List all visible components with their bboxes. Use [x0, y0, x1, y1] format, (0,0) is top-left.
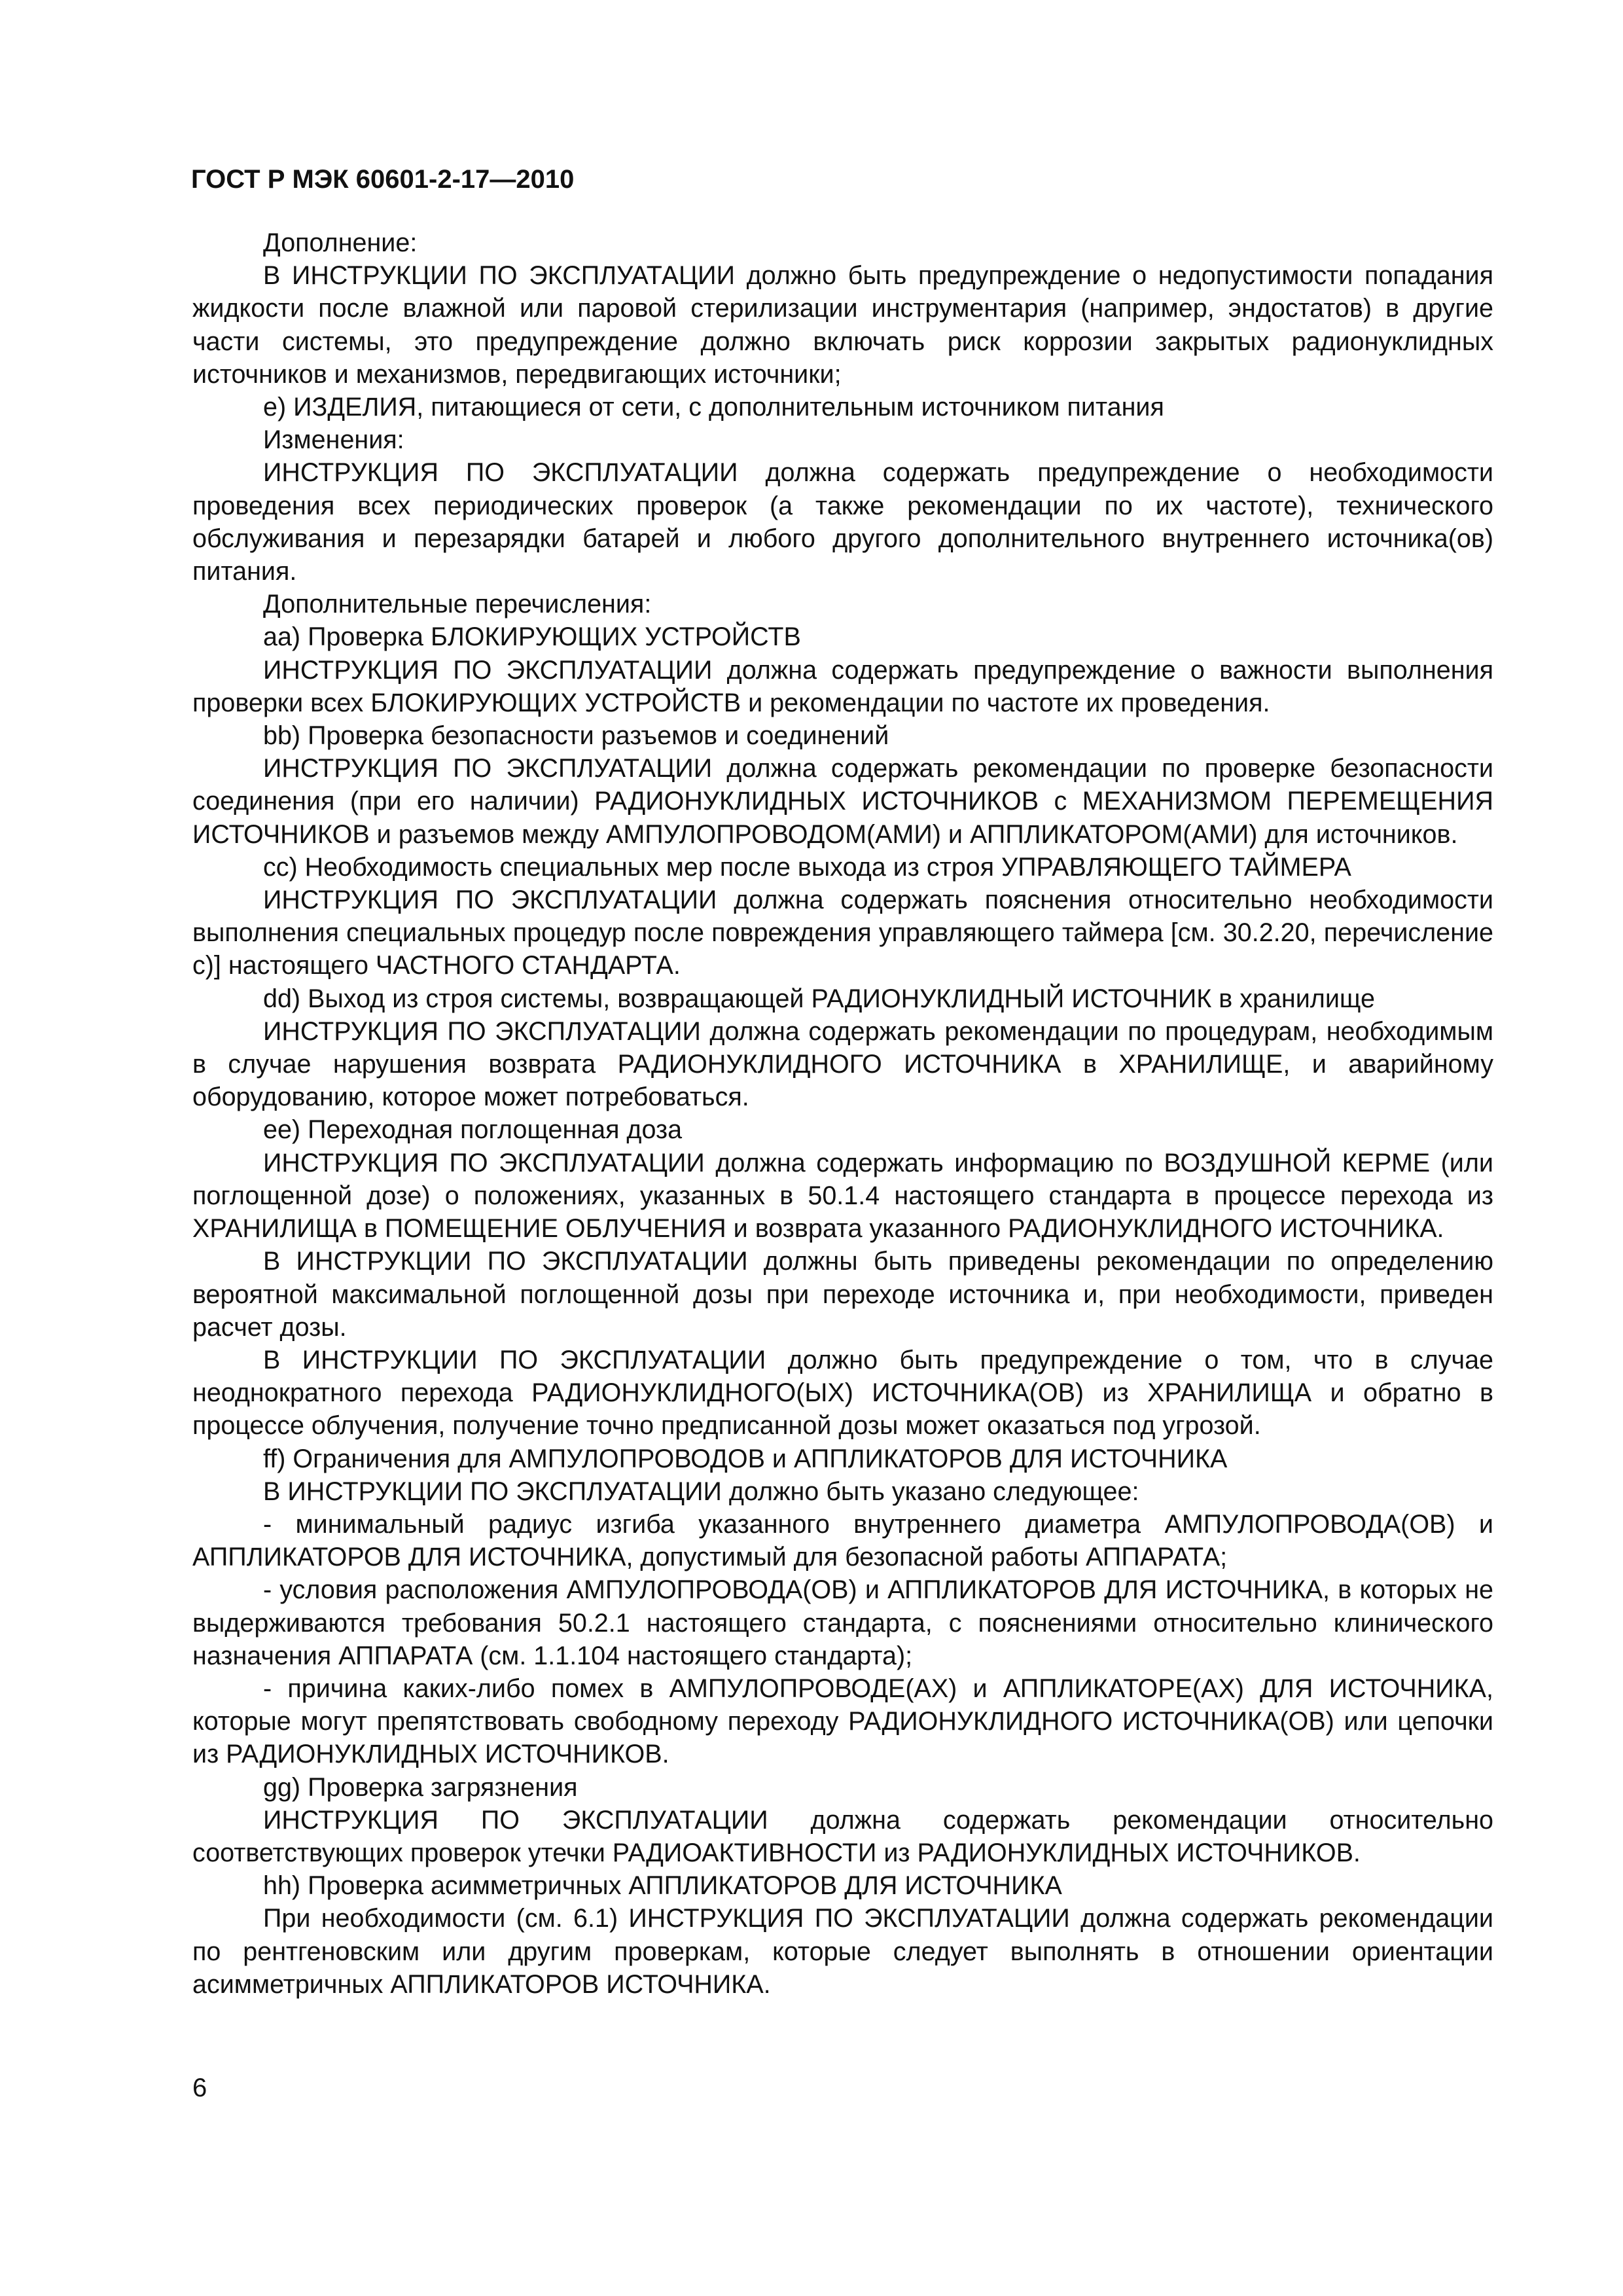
paragraph: В ИНСТРУКЦИИ ПО ЭКСПЛУАТАЦИИ должно быть предупреждение о недопустимости попадания жидкости после влажной или паровой стерилизации инструментария (например, эндостатов) в другие части системы, это предупреждение должно включать риск коррозии закрытых радионуклидных источников и механизмов, передвигающих источники;	[192, 261, 1493, 389]
paragraph: В ИНСТРУКЦИИ ПО ЭКСПЛУАТАЦИИ должно быть указано следующее:	[263, 1477, 1139, 1506]
paragraph: ИНСТРУКЦИЯ ПО ЭКСПЛУАТАЦИИ должна содержать пояснения относительно необходимости выполнения специальных процедур после повреждения управляющего таймера [см. 30.2.20, перечисление с)] настоящего ЧАСТНОГО СТАНДАРТА.	[192, 886, 1493, 980]
list-item-heading: hh) Проверка асимметричных АППЛИКАТОРОВ ДЛЯ ИСТОЧНИКА	[263, 1871, 1062, 1901]
paragraph: ИНСТРУКЦИЯ ПО ЭКСПЛУАТАЦИИ должна содержать предупреждение о важности выполнения проверки всех БЛОКИРУЮЩИХ УСТРОЙСТВ и рекомендации по частоте их проведения.	[192, 655, 1493, 717]
list-item-heading: сс) Необходимость специальных мер после выхода из строя УПРАВЛЯЮЩЕГО ТАЙМЕРА	[263, 852, 1351, 882]
document-body	[192, 226, 1493, 2001]
paragraph: - условия расположения АМПУЛОПРОВОДА(ОВ) и АППЛИКАТОРОВ ДЛЯ ИСТОЧНИКА, в которых не выдерживаются требования 50.2.1 настоящего стандарта, с пояснениями относительно клинического назначения АППАРАТА (см. 1.1.104 настоящего стандарта);	[192, 1575, 1493, 1670]
list-item-heading: аа) Проверка БЛОКИРУЮЩИХ УСТРОЙСТВ	[263, 622, 801, 652]
list-item-heading: е) ИЗДЕЛИЯ, питающиеся от сети, с дополнительным источником питания	[263, 393, 1164, 422]
document-header: ГОСТ Р МЭК 60601-2-17—2010	[191, 165, 575, 194]
list-item-heading: ее) Переходная поглощенная доза	[263, 1115, 683, 1145]
paragraph: ИНСТРУКЦИЯ ПО ЭКСПЛУАТАЦИИ должна содержать информацию по ВОЗДУШНОЙ КЕРМЕ (или поглощенной дозе) о положениях, указанных в 50.1.4 настоящего стандарта в процессе перехода из ХРАНИЛИЩА в ПОМЕЩЕНИЕ ОБЛУЧЕНИЯ и возврата указанного РАДИОНУКЛИДНОГО ИСТОЧНИКА.	[192, 1148, 1493, 1244]
section-label: Изменения:	[263, 425, 404, 455]
list-item-heading: bb) Проверка безопасности разъемов и соединений	[263, 721, 889, 751]
list-item-heading: dd) Выход из строя системы, возвращающей РАДИОНУКЛИДНЫЙ ИСТОЧНИК в хранилище	[263, 984, 1375, 1013]
paragraph: - минимальный радиус изгиба указанного внутреннего диаметра АМПУЛОПРОВОДА(ОВ) и АППЛИКАТОРОВ ДЛЯ ИСТОЧНИКА, допустимый для безопасной работы АППАРАТА;	[192, 1509, 1493, 1572]
paragraph: ИНСТРУКЦИЯ ПО ЭКСПЛУАТАЦИИ должна содержать рекомендации по процедурам, необходимым в случае нарушения возврата РАДИОНУКЛИДНОГО ИСТОЧНИКА в ХРАНИЛИЩЕ, и аварийному оборудованию, которое может потребоваться.	[192, 1016, 1493, 1112]
list-item-heading: gg) Проверка загрязнения	[263, 1772, 578, 1802]
section-label: Дополнение:	[263, 228, 418, 257]
section-label: Дополнительные перечисления:	[263, 590, 652, 619]
paragraph: ИНСТРУКЦИЯ ПО ЭКСПЛУАТАЦИИ должна содержать рекомендации по проверке безопасности соединения (при его наличии) РАДИОНУКЛИДНЫХ ИСТОЧНИКОВ с МЕХАНИЗМОМ ПЕРЕМЕЩЕНИЯ ИСТОЧНИКОВ и разъемов между АМПУЛОПРОВОДОМ(АМИ) и АППЛИКАТОРОМ(АМИ) для источников.	[192, 754, 1493, 849]
paragraph: При необходимости (см. 6.1) ИНСТРУКЦИЯ ПО ЭКСПЛУАТАЦИИ должна содержать рекомендации по рентгеновским или другим проверкам, которые следует выполнять в отношении ориентации асимметричных АППЛИКАТОРОВ ИСТОЧНИКА.	[192, 1904, 1493, 1999]
paragraph: В ИНСТРУКЦИИ ПО ЭКСПЛУАТАЦИИ должно быть предупреждение о том, что в случае неоднократного перехода РАДИОНУКЛИДНОГО(ЫХ) ИСТОЧНИКА(ОВ) из ХРАНИЛИЩА и обратно в процессе облучения, получение точно предписанной дозы может оказаться под угрозой.	[192, 1345, 1493, 1441]
paragraph: ИНСТРУКЦИЯ ПО ЭКСПЛУАТАЦИИ должна содержать рекомендации относительно соответствующих проверок утечки РАДИОАКТИВНОСТИ из РАДИОНУКЛИДНЫХ ИСТОЧНИКОВ.	[192, 1805, 1493, 1867]
paragraph: - причина каких-либо помех в АМПУЛОПРОВОДЕ(АХ) и АППЛИКАТОРЕ(АХ) ДЛЯ ИСТОЧНИКА, которые могут препятствовать свободному переходу РАДИОНУКЛИДНОГО ИСТОЧНИКА(ОВ) или цепочки из РАДИОНУКЛИДНЫХ ИСТОЧНИКОВ.	[192, 1674, 1493, 1769]
paragraph: ИНСТРУКЦИЯ ПО ЭКСПЛУАТАЦИИ должна содержать предупреждение о необходимости проведения всех периодических проверок (а также рекомендации по их частоте), технического обслуживания и перезарядки батарей и любого другого дополнительного внутреннего источника(ов) питания.	[192, 458, 1493, 586]
list-item-heading: ff) Ограничения для АМПУЛОПРОВОДОВ и АППЛИКАТОРОВ ДЛЯ ИСТОЧНИКА	[263, 1444, 1228, 1473]
paragraph: В ИНСТРУКЦИИ ПО ЭКСПЛУАТАЦИИ должны быть приведены рекомендации по определению вероятной максимальной поглощенной дозы при переходе источника и, при необходимости, приведен расчет дозы.	[192, 1247, 1493, 1342]
page-number: 6	[192, 2073, 207, 2102]
